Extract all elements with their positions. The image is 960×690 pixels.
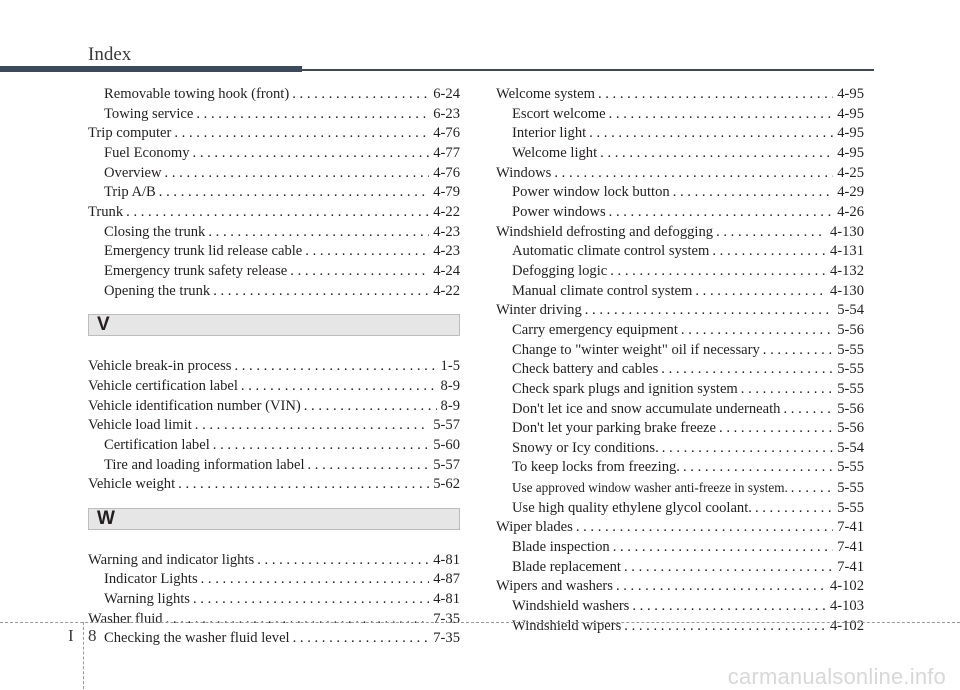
entry-page-reference: 4-130 — [829, 282, 864, 299]
entry-label: Don't let your parking brake freeze — [512, 420, 717, 437]
entry-label: Vehicle certification label — [88, 377, 238, 394]
entry-page-reference: 4-81 — [433, 591, 460, 608]
index-subentry — [496, 262, 864, 282]
index-entry — [496, 223, 864, 243]
entry-page-reference: 5-55 — [837, 499, 864, 516]
entry-label: Warning and indicator lights — [88, 551, 255, 568]
index-subentry — [88, 85, 460, 105]
dot-leader — [292, 85, 429, 105]
entry-page-reference: 5-56 — [837, 400, 864, 417]
entry-page-reference: 5-55 — [837, 459, 864, 476]
dot-leader — [195, 416, 429, 436]
entry-page-reference: 4-77 — [433, 144, 460, 161]
dot-leader — [616, 577, 826, 597]
entry-page-reference: 5-57 — [433, 417, 460, 434]
dot-leader — [159, 183, 429, 203]
entry-label: Warning lights — [104, 591, 190, 608]
index-subentry — [88, 183, 460, 203]
index-subentry — [88, 223, 460, 243]
entry-label: Wiper blades — [496, 519, 573, 536]
entry-label: Power windows — [512, 203, 606, 220]
dot-leader — [585, 301, 833, 321]
dot-leader — [662, 439, 833, 459]
index-subentry — [496, 321, 864, 341]
entry-label: Opening the trunk — [104, 282, 211, 299]
dot-leader — [600, 144, 833, 164]
entry-page-reference: 4-22 — [433, 203, 460, 220]
entry-label: Checking the washer fluid level — [104, 630, 290, 647]
index-entry — [496, 164, 864, 184]
dot-leader — [174, 124, 429, 144]
entry-label: Indicator Lights — [104, 571, 198, 588]
index-subentry — [496, 144, 864, 164]
entry-page-reference: 4-132 — [829, 262, 864, 279]
index-subentry — [88, 105, 460, 125]
dot-leader — [196, 105, 429, 125]
entry-label: Don't let ice and snow accumulate underneath — [512, 400, 781, 417]
header-rule-thick — [0, 66, 302, 72]
entry-label: Washer fluid — [88, 610, 163, 627]
dot-leader — [624, 617, 826, 637]
entry-page-reference: 4-131 — [829, 243, 864, 260]
entry-page-reference: 7-41 — [837, 539, 864, 556]
index-subentry — [88, 262, 460, 282]
dot-leader — [609, 105, 834, 125]
dot-leader — [308, 456, 430, 476]
index-subentry — [496, 105, 864, 125]
dot-leader — [783, 400, 833, 420]
entry-label: Power window lock button — [512, 184, 670, 201]
dot-leader — [791, 479, 833, 499]
index-entry — [88, 475, 460, 495]
index-subentry — [88, 436, 460, 456]
entry-page-reference: 4-95 — [837, 125, 864, 142]
dot-leader — [610, 262, 826, 282]
entry-label: Vehicle weight — [88, 476, 176, 493]
entry-page-reference: 5-60 — [433, 436, 460, 453]
entry-page-reference: 5-54 — [837, 302, 864, 319]
index-subentry — [496, 458, 864, 478]
entry-label: Blade inspection — [512, 539, 610, 556]
index-subentry — [88, 590, 460, 610]
dot-leader — [712, 242, 826, 262]
index-entry — [88, 124, 460, 144]
dot-leader — [290, 262, 429, 282]
entry-page-reference: 5-56 — [837, 321, 864, 338]
entry-label: Welcome system — [496, 86, 595, 102]
index-entry — [88, 203, 460, 223]
entry-page-reference: 5-55 — [837, 480, 864, 497]
entry-page-reference: 7-35 — [433, 630, 460, 647]
entry-label: Overview — [104, 164, 162, 181]
entry-label: Defogging logic — [512, 262, 608, 279]
entry-label: Windshield wipers — [512, 617, 622, 634]
entry-label: Windshield defrosting and defogging — [496, 223, 714, 240]
entry-label: Certification label — [104, 436, 210, 453]
entry-page-reference: 4-76 — [433, 125, 460, 142]
index-subentry — [496, 439, 864, 459]
index-entry — [496, 301, 864, 321]
index-subentry — [88, 144, 460, 164]
entry-label: Emergency trunk lid release cable — [104, 243, 303, 260]
entry-page-reference: 4-95 — [837, 86, 864, 102]
index-entry — [88, 610, 460, 630]
entry-label: Automatic climate control system — [512, 243, 710, 260]
index-subentry — [496, 380, 864, 400]
dot-leader — [695, 282, 826, 302]
dot-leader — [719, 419, 833, 439]
entry-label: Use approved window washer anti-freeze in system. — [512, 480, 788, 496]
dot-leader — [213, 282, 429, 302]
dot-leader — [598, 85, 833, 105]
index-subentry — [496, 282, 864, 302]
index-subentry — [496, 183, 864, 203]
index-subentry — [496, 558, 864, 578]
dot-leader — [126, 203, 429, 223]
dot-leader — [716, 223, 826, 243]
entry-label: Welcome light — [512, 144, 598, 161]
index-subentry — [496, 419, 864, 439]
entry-page-reference: 7-41 — [837, 519, 864, 536]
index-entry — [496, 85, 864, 105]
dot-leader — [763, 341, 833, 361]
index-entry — [88, 357, 460, 377]
dot-leader — [681, 321, 833, 341]
index-entry — [88, 377, 460, 397]
entry-page-reference: 5-55 — [837, 361, 864, 378]
index-subentry — [496, 499, 864, 519]
index-subentry — [496, 360, 864, 380]
entry-page-reference: 4-81 — [433, 551, 460, 568]
index-subentry — [88, 570, 460, 590]
entry-label: Removable towing hook (front) — [104, 86, 290, 102]
index-subentry — [496, 203, 864, 223]
dot-leader — [624, 558, 833, 578]
dot-leader — [304, 397, 437, 417]
entry-label: Interior light — [512, 125, 587, 142]
index-subentry — [496, 617, 864, 637]
entry-label: Use high quality ethylene glycol coolant. — [512, 499, 752, 516]
entry-page-reference: 4-95 — [837, 144, 864, 161]
index-subentry — [88, 456, 460, 476]
index-subentry — [496, 400, 864, 420]
dot-leader — [208, 223, 429, 243]
entry-label: Windshield washers — [512, 598, 630, 615]
entry-label: Trunk — [88, 203, 124, 220]
dot-leader — [741, 380, 833, 400]
entry-page-reference: 4-29 — [837, 184, 864, 201]
entry-page-reference: 4-23 — [433, 243, 460, 260]
index-subentry — [496, 341, 864, 361]
dot-leader — [673, 183, 834, 203]
entry-page-reference: 7-41 — [837, 558, 864, 575]
entry-label: Trip computer — [88, 125, 172, 142]
dot-leader — [165, 164, 430, 184]
entry-label: Vehicle break-in process — [88, 358, 232, 375]
dot-leader — [241, 377, 437, 397]
dot-leader — [234, 357, 436, 377]
entry-page-reference: 5-55 — [837, 341, 864, 358]
dot-leader — [609, 203, 834, 223]
entry-page-reference: 4-130 — [829, 223, 864, 240]
index-subentry — [496, 478, 864, 499]
entry-label: Closing the trunk — [104, 223, 206, 240]
section-header-bar — [88, 314, 460, 336]
entry-label: Vehicle load limit — [88, 417, 192, 434]
entry-label: Escort welcome — [512, 105, 606, 122]
entry-label: Check spark plugs and ignition system — [512, 380, 738, 397]
entry-page-reference: 5-62 — [433, 476, 460, 493]
entry-page-reference: 6-24 — [433, 86, 460, 102]
entry-page-reference: 4-103 — [829, 598, 864, 615]
entry-page-reference: 4-79 — [433, 184, 460, 201]
section-letter: V — [97, 314, 110, 336]
entry-page-reference: 4-76 — [433, 164, 460, 181]
dot-leader — [589, 124, 833, 144]
entry-page-reference: 4-102 — [829, 617, 864, 634]
entry-label: Wipers and washers — [496, 578, 613, 595]
entry-page-reference: 4-87 — [433, 571, 460, 588]
dot-leader — [661, 360, 833, 380]
entry-label: Vehicle identification number (VIN) — [88, 397, 301, 414]
index-subentry — [496, 538, 864, 558]
entry-label: Winter driving — [496, 302, 582, 319]
index-entry — [496, 518, 864, 538]
index-entry — [88, 416, 460, 436]
index-column-right — [496, 85, 864, 636]
entry-page-reference: 4-23 — [433, 223, 460, 240]
entry-page-reference: 4-25 — [837, 164, 864, 181]
entry-label: Towing service — [104, 105, 194, 122]
entry-label: Tire and loading information label — [104, 456, 305, 473]
entry-page-reference: 7-35 — [433, 610, 460, 627]
entry-label: Blade replacement — [512, 558, 621, 575]
dot-leader — [166, 610, 430, 630]
index-entry — [88, 551, 460, 571]
entry-label: Trip A/B — [104, 184, 156, 201]
dot-leader — [201, 570, 430, 590]
entry-label: Snowy or Icy conditions. — [512, 439, 659, 456]
entry-page-reference: 4-22 — [433, 282, 460, 299]
dot-leader — [554, 164, 833, 184]
dot-leader — [632, 597, 826, 617]
entry-page-reference: 5-55 — [837, 380, 864, 397]
entry-page-reference: 1-5 — [440, 358, 460, 375]
dot-leader — [257, 551, 429, 571]
footer-page-number: 8 — [88, 626, 97, 645]
dot-leader — [755, 499, 833, 519]
watermark: carmanualsonline.info — [727, 664, 946, 689]
dot-leader — [576, 518, 833, 538]
entry-label: Manual climate control system — [512, 282, 693, 299]
entry-page-reference: 6-23 — [433, 105, 460, 122]
index-subentry — [88, 164, 460, 184]
index-header-title: Index — [88, 44, 132, 65]
index-entry — [496, 577, 864, 597]
footer-vertical-divider — [83, 622, 84, 689]
index-subentry — [88, 282, 460, 302]
dot-leader — [613, 538, 834, 558]
entry-page-reference: 4-24 — [433, 262, 460, 279]
index-subentry — [88, 629, 460, 649]
footer-divider — [0, 622, 960, 623]
index-subentry — [88, 242, 460, 262]
entry-page-reference: 8-9 — [440, 397, 460, 414]
entry-page-reference: 4-102 — [829, 578, 864, 595]
dot-leader — [178, 475, 429, 495]
section-header-bar — [88, 508, 460, 530]
entry-label: Carry emergency equipment — [512, 321, 678, 338]
dot-leader — [193, 590, 429, 610]
footer-section-letter: I — [68, 626, 74, 645]
entry-page-reference: 5-54 — [837, 439, 864, 456]
entry-page-reference: 5-56 — [837, 420, 864, 437]
dot-leader — [683, 458, 833, 478]
entry-page-reference: 5-57 — [433, 456, 460, 473]
entry-label: Check battery and cables — [512, 361, 659, 378]
section-letter: W — [97, 507, 115, 529]
entry-label: Change to "winter weight" oil if necessary — [512, 341, 760, 358]
entry-label: Emergency trunk safety release — [104, 262, 288, 279]
entry-label: To keep locks from freezing. — [512, 459, 680, 476]
entry-label: Windows — [496, 164, 552, 181]
header-rule-thin — [302, 69, 874, 71]
dot-leader — [213, 436, 429, 456]
index-subentry — [496, 597, 864, 617]
dot-leader — [293, 629, 430, 649]
index-column-left — [88, 85, 460, 649]
entry-page-reference: 4-26 — [837, 203, 864, 220]
entry-page-reference: 4-95 — [837, 105, 864, 122]
index-entry — [88, 397, 460, 417]
entry-page-reference: 8-9 — [440, 377, 460, 394]
index-subentry — [496, 124, 864, 144]
dot-leader — [193, 144, 430, 164]
entry-label: Fuel Economy — [104, 144, 190, 161]
index-subentry — [496, 242, 864, 262]
dot-leader — [305, 242, 429, 262]
